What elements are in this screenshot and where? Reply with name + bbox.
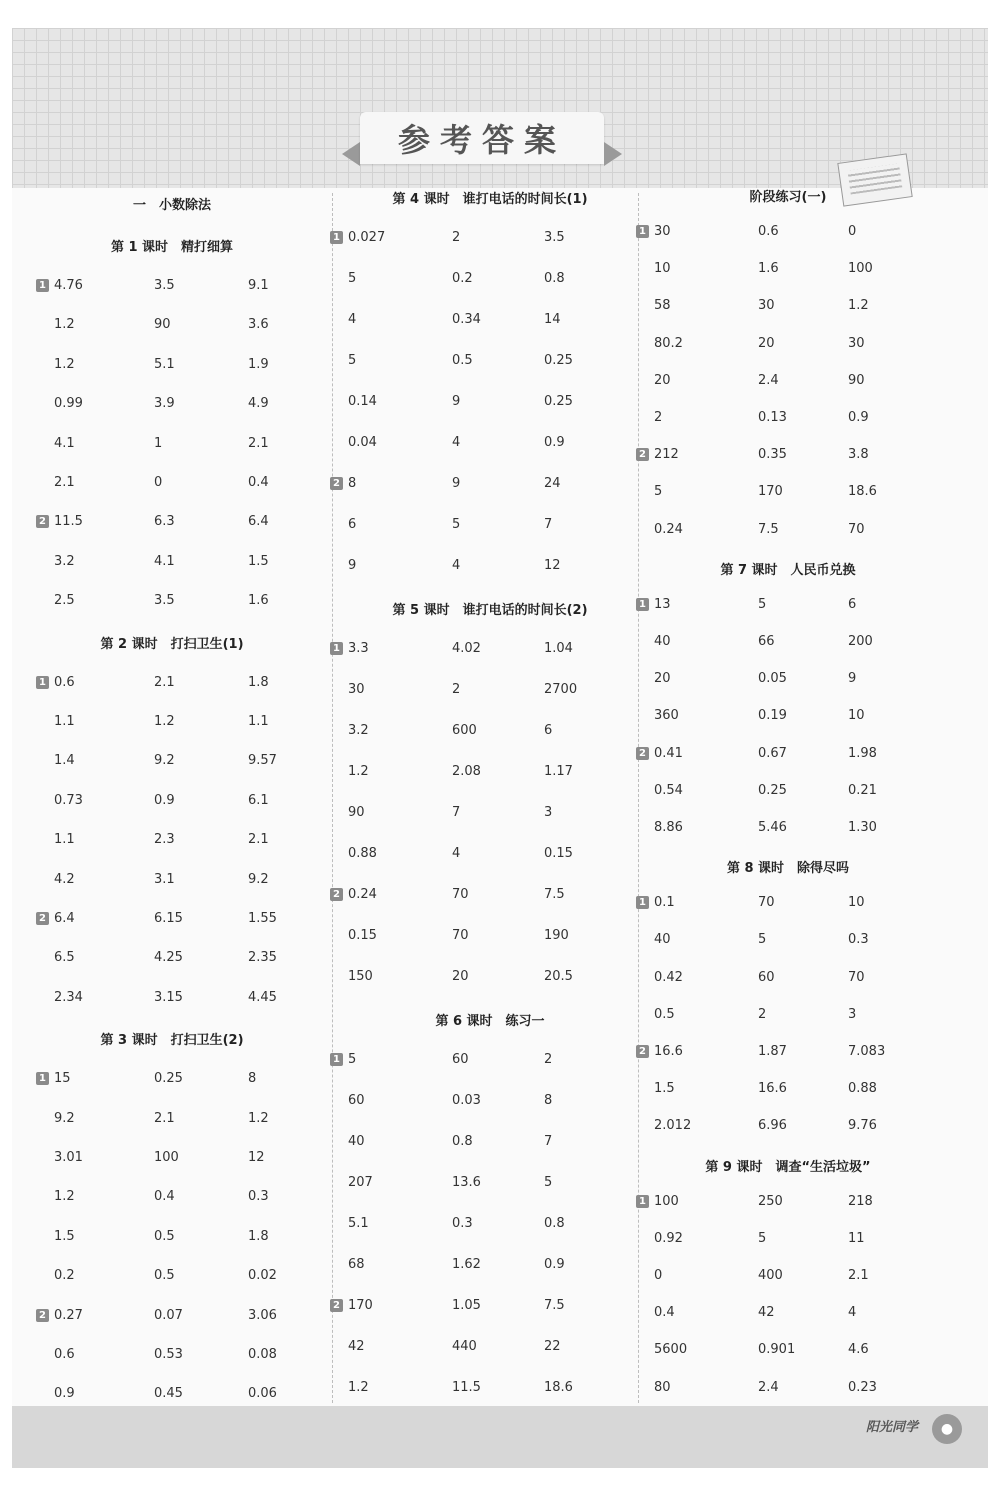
answer-cell: 1.1	[54, 714, 75, 729]
answer-cell: 6	[544, 723, 553, 738]
answer-cell: 20	[654, 671, 671, 687]
answer-cell: 9	[848, 671, 857, 687]
answer-cell: 7.5	[544, 1298, 565, 1313]
answer-cell: 1.17	[544, 764, 573, 779]
answer-cell: 4.1	[54, 435, 75, 451]
section-title: 第 4 课时 谁打电话的时间长(1)	[392, 192, 588, 207]
answer-cell: 58	[654, 298, 671, 314]
answer-cell: 0.67	[758, 745, 787, 761]
answer-cell: 13	[654, 596, 671, 612]
answer-cell: 1.2	[54, 317, 75, 333]
answer-cell: 100	[154, 1150, 179, 1165]
answer-cell: 0.42	[654, 969, 683, 985]
answer-cell: 30	[348, 682, 365, 697]
page-title: 参考答案	[360, 112, 604, 164]
answer-cell: 12	[248, 1150, 265, 1165]
answer-cell: 2	[452, 230, 461, 245]
answer-cell: 4.25	[154, 950, 183, 966]
answer-cell: 7	[544, 517, 553, 532]
answer-cell: 6	[848, 596, 857, 612]
answer-cell: 1.8	[248, 674, 269, 690]
answer-cell: 1.04	[544, 641, 573, 656]
answer-cell: 3.5	[154, 278, 175, 293]
answer-cell: 0	[154, 475, 163, 490]
answer-cell: 20.5	[544, 969, 573, 984]
answer-cell: 0.9	[54, 1386, 75, 1402]
answer-cell: 0.34	[452, 312, 481, 327]
answer-cell: 1.5	[654, 1081, 675, 1097]
answer-cell: 9	[452, 394, 461, 409]
answer-cell: 200	[848, 634, 873, 649]
answer-cell: 0	[848, 224, 857, 239]
answer-cell: 0.2	[54, 1268, 75, 1284]
answer-cell: 0.9	[154, 792, 175, 808]
answer-cell: 0.2	[452, 271, 473, 286]
answer-cell: 4.9	[248, 396, 269, 412]
answer-cell: 4.45	[248, 989, 277, 1005]
answer-cell: 1.2	[54, 356, 75, 372]
answer-cell: 7.5	[758, 521, 779, 537]
question-number-badge: 1	[36, 1072, 49, 1085]
answer-cell: 2	[654, 410, 663, 425]
answer-cell: 0.23	[848, 1379, 877, 1395]
answer-cell: 80	[654, 1379, 671, 1395]
question-number-badge: 2	[330, 1299, 343, 1312]
answer-cell: 4.1	[154, 553, 175, 569]
answer-cell: 3.06	[248, 1307, 277, 1323]
answer-page	[12, 28, 988, 1468]
answer-cell: 9.2	[154, 753, 175, 769]
answer-cell: 7	[544, 1134, 553, 1149]
question-number-badge: 2	[36, 1309, 49, 1322]
answer-cell: 90	[348, 805, 365, 820]
question-number-badge: 1	[636, 598, 649, 611]
answer-cell: 0.9	[544, 1257, 565, 1272]
answer-cell: 68	[348, 1257, 365, 1272]
answer-cell: 60	[348, 1093, 365, 1108]
answer-cell: 218	[848, 1193, 873, 1209]
answer-cell: 1	[154, 435, 163, 451]
answer-cell: 20	[452, 969, 469, 984]
answer-cell: 5	[654, 484, 663, 500]
question-number-badge: 1	[330, 1053, 343, 1066]
answer-cell: 1.62	[452, 1257, 481, 1272]
section-title: 第 9 课时 调查“生活垃圾”	[705, 1159, 871, 1175]
answer-cell: 190	[544, 928, 569, 943]
answer-cell: 14	[544, 312, 561, 327]
answer-cell: 3	[848, 1006, 857, 1022]
answer-cell: 6	[348, 517, 357, 532]
answer-cell: 1.8	[248, 1228, 269, 1244]
answer-cell: 360	[654, 708, 679, 724]
answer-cell: 0.19	[758, 708, 787, 724]
answer-cell: 0.9	[544, 435, 565, 450]
question-number-badge: 2	[330, 888, 343, 901]
answer-cell: 42	[348, 1339, 365, 1354]
answer-cell: 600	[452, 723, 477, 738]
answer-cell: 0.5	[452, 353, 473, 368]
answer-cell: 20	[758, 335, 775, 351]
section-title: 一 小数除法	[132, 198, 212, 213]
answer-cell: 0.027	[348, 230, 386, 245]
answer-cell: 4	[452, 435, 461, 450]
answer-cell: 5.1	[348, 1216, 369, 1231]
answer-cell: 0.6	[54, 1347, 75, 1362]
footer-bar	[12, 1406, 988, 1468]
answer-cell: 1.87	[758, 1044, 787, 1059]
answer-cell: 5	[348, 1052, 357, 1067]
answer-cell: 2.1	[154, 1110, 175, 1126]
answer-cell: 1.1	[54, 832, 75, 848]
answer-cell: 0.3	[452, 1216, 473, 1231]
answer-cell: 1.55	[248, 911, 277, 926]
column-divider	[638, 193, 639, 1403]
answer-cell: 0.4	[654, 1305, 675, 1321]
answer-cell: 5.46	[758, 820, 787, 835]
answer-cell: 2.3	[154, 832, 175, 848]
answer-cell: 0.88	[348, 846, 377, 861]
answer-cell: 9.57	[248, 753, 277, 769]
answer-cell: 100	[654, 1193, 679, 1209]
answer-cell: 0.06	[248, 1386, 277, 1402]
answer-cell: 0.6	[54, 674, 75, 690]
answer-cell: 1.1	[248, 714, 269, 729]
answer-cell: 2.4	[758, 1379, 779, 1395]
answer-cell: 3.6	[248, 317, 269, 333]
answer-cell: 0.27	[54, 1307, 83, 1323]
answer-cell: 0.25	[154, 1071, 183, 1087]
answer-cell: 0.92	[654, 1230, 683, 1246]
question-number-badge: 1	[636, 896, 649, 909]
answer-cell: 212	[654, 447, 679, 463]
answer-cell: 1.05	[452, 1298, 481, 1313]
answer-cell: 2	[758, 1006, 767, 1022]
answer-cell: 3.3	[348, 641, 369, 656]
answer-cell: 3	[544, 805, 553, 820]
answer-cell: 10	[848, 708, 865, 724]
answer-cell: 1.30	[848, 820, 877, 835]
answer-cell: 15	[54, 1071, 71, 1087]
answer-cell: 3.1	[154, 871, 175, 887]
answer-cell: 3.15	[154, 989, 183, 1005]
answer-cell: 9.1	[248, 278, 269, 293]
question-number-badge: 2	[636, 1045, 649, 1058]
answer-cell: 11	[848, 1230, 865, 1246]
answer-cell: 10	[848, 895, 865, 911]
answer-cell: 7.083	[848, 1044, 886, 1059]
answer-cell: 4	[452, 846, 461, 861]
answer-cell: 30	[654, 224, 671, 239]
answer-cell: 70	[758, 895, 775, 911]
answer-cell: 1.2	[154, 714, 175, 729]
answer-cell: 5600	[654, 1342, 688, 1358]
answer-cell: 0.04	[348, 435, 377, 450]
answer-cell: 0.21	[848, 782, 877, 798]
answer-cell: 0.3	[848, 932, 869, 948]
answer-cell: 2.012	[654, 1118, 692, 1134]
page-badge-icon: ●	[932, 1414, 962, 1444]
answer-cell: 0.05	[758, 671, 787, 687]
answer-cell: 0.5	[154, 1228, 175, 1244]
answer-cell: 1.5	[248, 553, 269, 569]
answer-cell: 0.901	[758, 1342, 796, 1358]
answer-cell: 6.5	[54, 950, 75, 966]
question-number-badge: 1	[330, 231, 343, 244]
answer-cell: 2700	[544, 682, 578, 697]
answer-cell: 2	[544, 1052, 553, 1067]
question-number-badge: 2	[36, 515, 49, 528]
answer-cell: 10	[654, 261, 671, 277]
answer-cell: 0.08	[248, 1347, 277, 1362]
answer-cell: 70	[848, 969, 865, 985]
answer-cell: 6.4	[54, 911, 75, 926]
answer-cell: 1.2	[248, 1110, 269, 1126]
answer-cell: 7	[452, 805, 461, 820]
answer-cell: 5	[758, 1230, 767, 1246]
answer-cell: 6.4	[248, 514, 269, 530]
section-title: 第 5 课时 谁打电话的时间长(2)	[392, 603, 588, 618]
answer-cell: 8	[544, 1093, 553, 1108]
answer-cell: 0.5	[654, 1006, 675, 1022]
answer-cell: 1.5	[54, 1228, 75, 1244]
answer-cell: 1.9	[248, 356, 269, 372]
answer-cell: 0.73	[54, 792, 83, 808]
answer-cell: 6.1	[248, 792, 269, 808]
section-title: 第 8 课时 除得尽吗	[726, 861, 850, 877]
answer-cell: 2.1	[54, 475, 75, 490]
answer-cell: 3.2	[348, 723, 369, 738]
answer-cell: 170	[348, 1298, 373, 1313]
answer-cell: 150	[348, 969, 373, 984]
answer-cell: 9	[452, 476, 461, 491]
ribbon-left	[342, 142, 360, 166]
answer-cell: 4.6	[848, 1342, 869, 1358]
answer-cell: 0.41	[654, 745, 683, 761]
answer-cell: 2	[452, 682, 461, 697]
answer-cell: 0.24	[654, 521, 683, 537]
answer-cell: 5	[452, 517, 461, 532]
answer-cell: 400	[758, 1268, 783, 1283]
answer-cell: 1.2	[348, 1380, 369, 1395]
section-title: 第 6 课时 练习一	[435, 1014, 545, 1029]
answer-cell: 1.6	[758, 261, 779, 277]
question-number-badge: 1	[36, 279, 49, 292]
footer-logo: 阳光同学	[865, 1420, 918, 1435]
answer-cell: 18.6	[544, 1380, 573, 1395]
answer-cell: 170	[758, 484, 783, 500]
answer-cell: 40	[654, 634, 671, 649]
question-number-badge: 1	[330, 642, 343, 655]
answer-cell: 0.6	[758, 224, 779, 239]
section-title: 阶段练习(一)	[749, 190, 827, 205]
answer-cell: 0.3	[248, 1189, 269, 1205]
answer-cell: 9.76	[848, 1118, 877, 1134]
answer-cell: 16.6	[654, 1044, 683, 1059]
section-title: 第 1 课时 精打细算	[110, 240, 234, 255]
answer-cell: 8	[248, 1071, 257, 1087]
title-banner	[342, 112, 622, 164]
answer-cell: 0.07	[154, 1307, 183, 1323]
answer-cell: 2.34	[54, 989, 83, 1005]
answer-cell: 2.5	[54, 593, 75, 609]
question-number-badge: 1	[636, 1195, 649, 1208]
answer-cell: 22	[544, 1339, 561, 1354]
answer-cell: 40	[654, 932, 671, 948]
section-title: 第 3 课时 打扫卫生(2)	[100, 1033, 244, 1049]
answer-cell: 2.35	[248, 950, 277, 966]
answer-cell: 18.6	[848, 484, 877, 500]
answer-cell: 0	[654, 1268, 663, 1283]
question-number-badge: 1	[36, 676, 49, 689]
answer-cell: 1.2	[54, 1189, 75, 1205]
answer-cell: 3.01	[54, 1150, 83, 1165]
answer-cell: 0.25	[544, 353, 573, 368]
answer-cell: 24	[544, 476, 561, 491]
answer-cell: 90	[848, 372, 865, 388]
answer-cell: 0.1	[654, 895, 675, 911]
answer-cell: 3.8	[848, 447, 869, 463]
answer-cell: 1.98	[848, 745, 877, 761]
answer-cell: 1.2	[848, 298, 869, 314]
answer-cell: 0.35	[758, 447, 787, 463]
answer-cell: 13.6	[452, 1175, 481, 1190]
section-title: 第 7 课时 人民币兑换	[720, 562, 856, 578]
answer-cell: 6.3	[154, 514, 175, 530]
answer-cell: 40	[348, 1134, 365, 1149]
answer-cell: 250	[758, 1193, 783, 1209]
answer-cell: 0.99	[54, 396, 83, 412]
question-number-badge: 2	[36, 912, 49, 925]
answer-cell: 60	[452, 1052, 469, 1067]
answer-cell: 30	[848, 335, 865, 351]
answer-cell: 0.4	[248, 475, 269, 490]
answer-cell: 90	[154, 317, 171, 333]
answer-cell: 100	[848, 261, 873, 277]
answer-cell: 0.25	[758, 782, 787, 798]
answer-cell: 42	[758, 1305, 775, 1321]
answer-cell: 6.96	[758, 1118, 787, 1134]
answer-cell: 8.86	[654, 820, 683, 835]
answer-cell: 3.5	[154, 593, 175, 609]
answer-cell: 5	[758, 596, 767, 612]
answer-cell: 0.15	[544, 846, 573, 861]
answer-cell: 11.5	[54, 514, 83, 530]
answer-cell: 4.02	[452, 641, 481, 656]
answer-cell: 9.2	[54, 1110, 75, 1126]
answer-cell: 5	[348, 353, 357, 368]
answer-cell: 0.54	[654, 782, 683, 798]
answer-cell: 5	[348, 271, 357, 286]
answer-cell: 12	[544, 558, 561, 573]
answer-cell: 5	[758, 932, 767, 948]
answer-cell: 4	[848, 1305, 857, 1321]
answer-cell: 440	[452, 1339, 477, 1354]
answer-cell: 4.76	[54, 278, 83, 293]
answer-cell: 0.14	[348, 394, 377, 409]
answer-cell: 16.6	[758, 1081, 787, 1097]
answer-cell: 2.1	[248, 435, 269, 451]
question-number-badge: 2	[636, 747, 649, 760]
answer-cell: 2.1	[154, 674, 175, 690]
section-title: 第 2 课时 打扫卫生(1)	[100, 636, 244, 652]
answer-cell: 5.1	[154, 356, 175, 372]
answer-cell: 7.5	[544, 887, 565, 902]
answer-cell: 2.1	[848, 1268, 869, 1283]
answer-cell: 0.13	[758, 410, 787, 425]
answer-cell: 80.2	[654, 335, 683, 351]
answer-cell: 5	[544, 1175, 553, 1190]
answer-cell: 0.15	[348, 928, 377, 943]
answer-cell: 0.03	[452, 1093, 481, 1108]
answer-cell: 20	[654, 372, 671, 388]
answer-cell: 4	[348, 312, 357, 327]
stamp-icon	[837, 153, 912, 206]
answer-cell: 0.02	[248, 1268, 277, 1284]
answer-cell: 0.45	[154, 1386, 183, 1402]
question-number-badge: 1	[636, 225, 649, 238]
answer-cell: 9.2	[248, 871, 269, 887]
answer-cell: 1.6	[248, 593, 269, 609]
answer-cell: 0.24	[348, 887, 377, 902]
answer-cell: 0.53	[154, 1347, 183, 1362]
answer-cell: 70	[848, 521, 865, 537]
answer-cell: 0.25	[544, 394, 573, 409]
answer-cell: 11.5	[452, 1380, 481, 1395]
answer-cell: 1.4	[54, 753, 75, 769]
answer-cell: 0.88	[848, 1081, 877, 1097]
answer-cell: 0.8	[544, 1216, 565, 1231]
answer-cell: 70	[452, 928, 469, 943]
answer-cell: 8	[348, 476, 357, 491]
answer-cell: 9	[348, 558, 357, 573]
answer-cell: 2.4	[758, 372, 779, 388]
answer-cell: 70	[452, 887, 469, 902]
answer-cell: 3.2	[54, 553, 75, 569]
answer-cell: 66	[758, 634, 775, 649]
answer-cell: 0.5	[154, 1268, 175, 1284]
answer-cell: 6.15	[154, 911, 183, 926]
question-number-badge: 2	[330, 477, 343, 490]
answer-cell: 2.08	[452, 764, 481, 779]
answer-cell: 0.9	[848, 410, 869, 425]
answer-cell: 0.8	[452, 1134, 473, 1149]
answer-cell: 1.2	[348, 764, 369, 779]
answer-cell: 207	[348, 1175, 373, 1190]
answer-cell: 0.4	[154, 1189, 175, 1205]
ribbon-right	[604, 142, 622, 166]
answer-cell: 4	[452, 558, 461, 573]
answer-cell: 3.9	[154, 396, 175, 412]
answer-cell: 3.5	[544, 230, 565, 245]
question-number-badge: 2	[636, 448, 649, 461]
answer-cell: 0.8	[544, 271, 565, 286]
answer-cell: 4.2	[54, 871, 75, 887]
column-divider	[332, 193, 333, 1403]
answer-cell: 2.1	[248, 832, 269, 848]
answer-cell: 60	[758, 969, 775, 985]
answer-cell: 30	[758, 298, 775, 314]
